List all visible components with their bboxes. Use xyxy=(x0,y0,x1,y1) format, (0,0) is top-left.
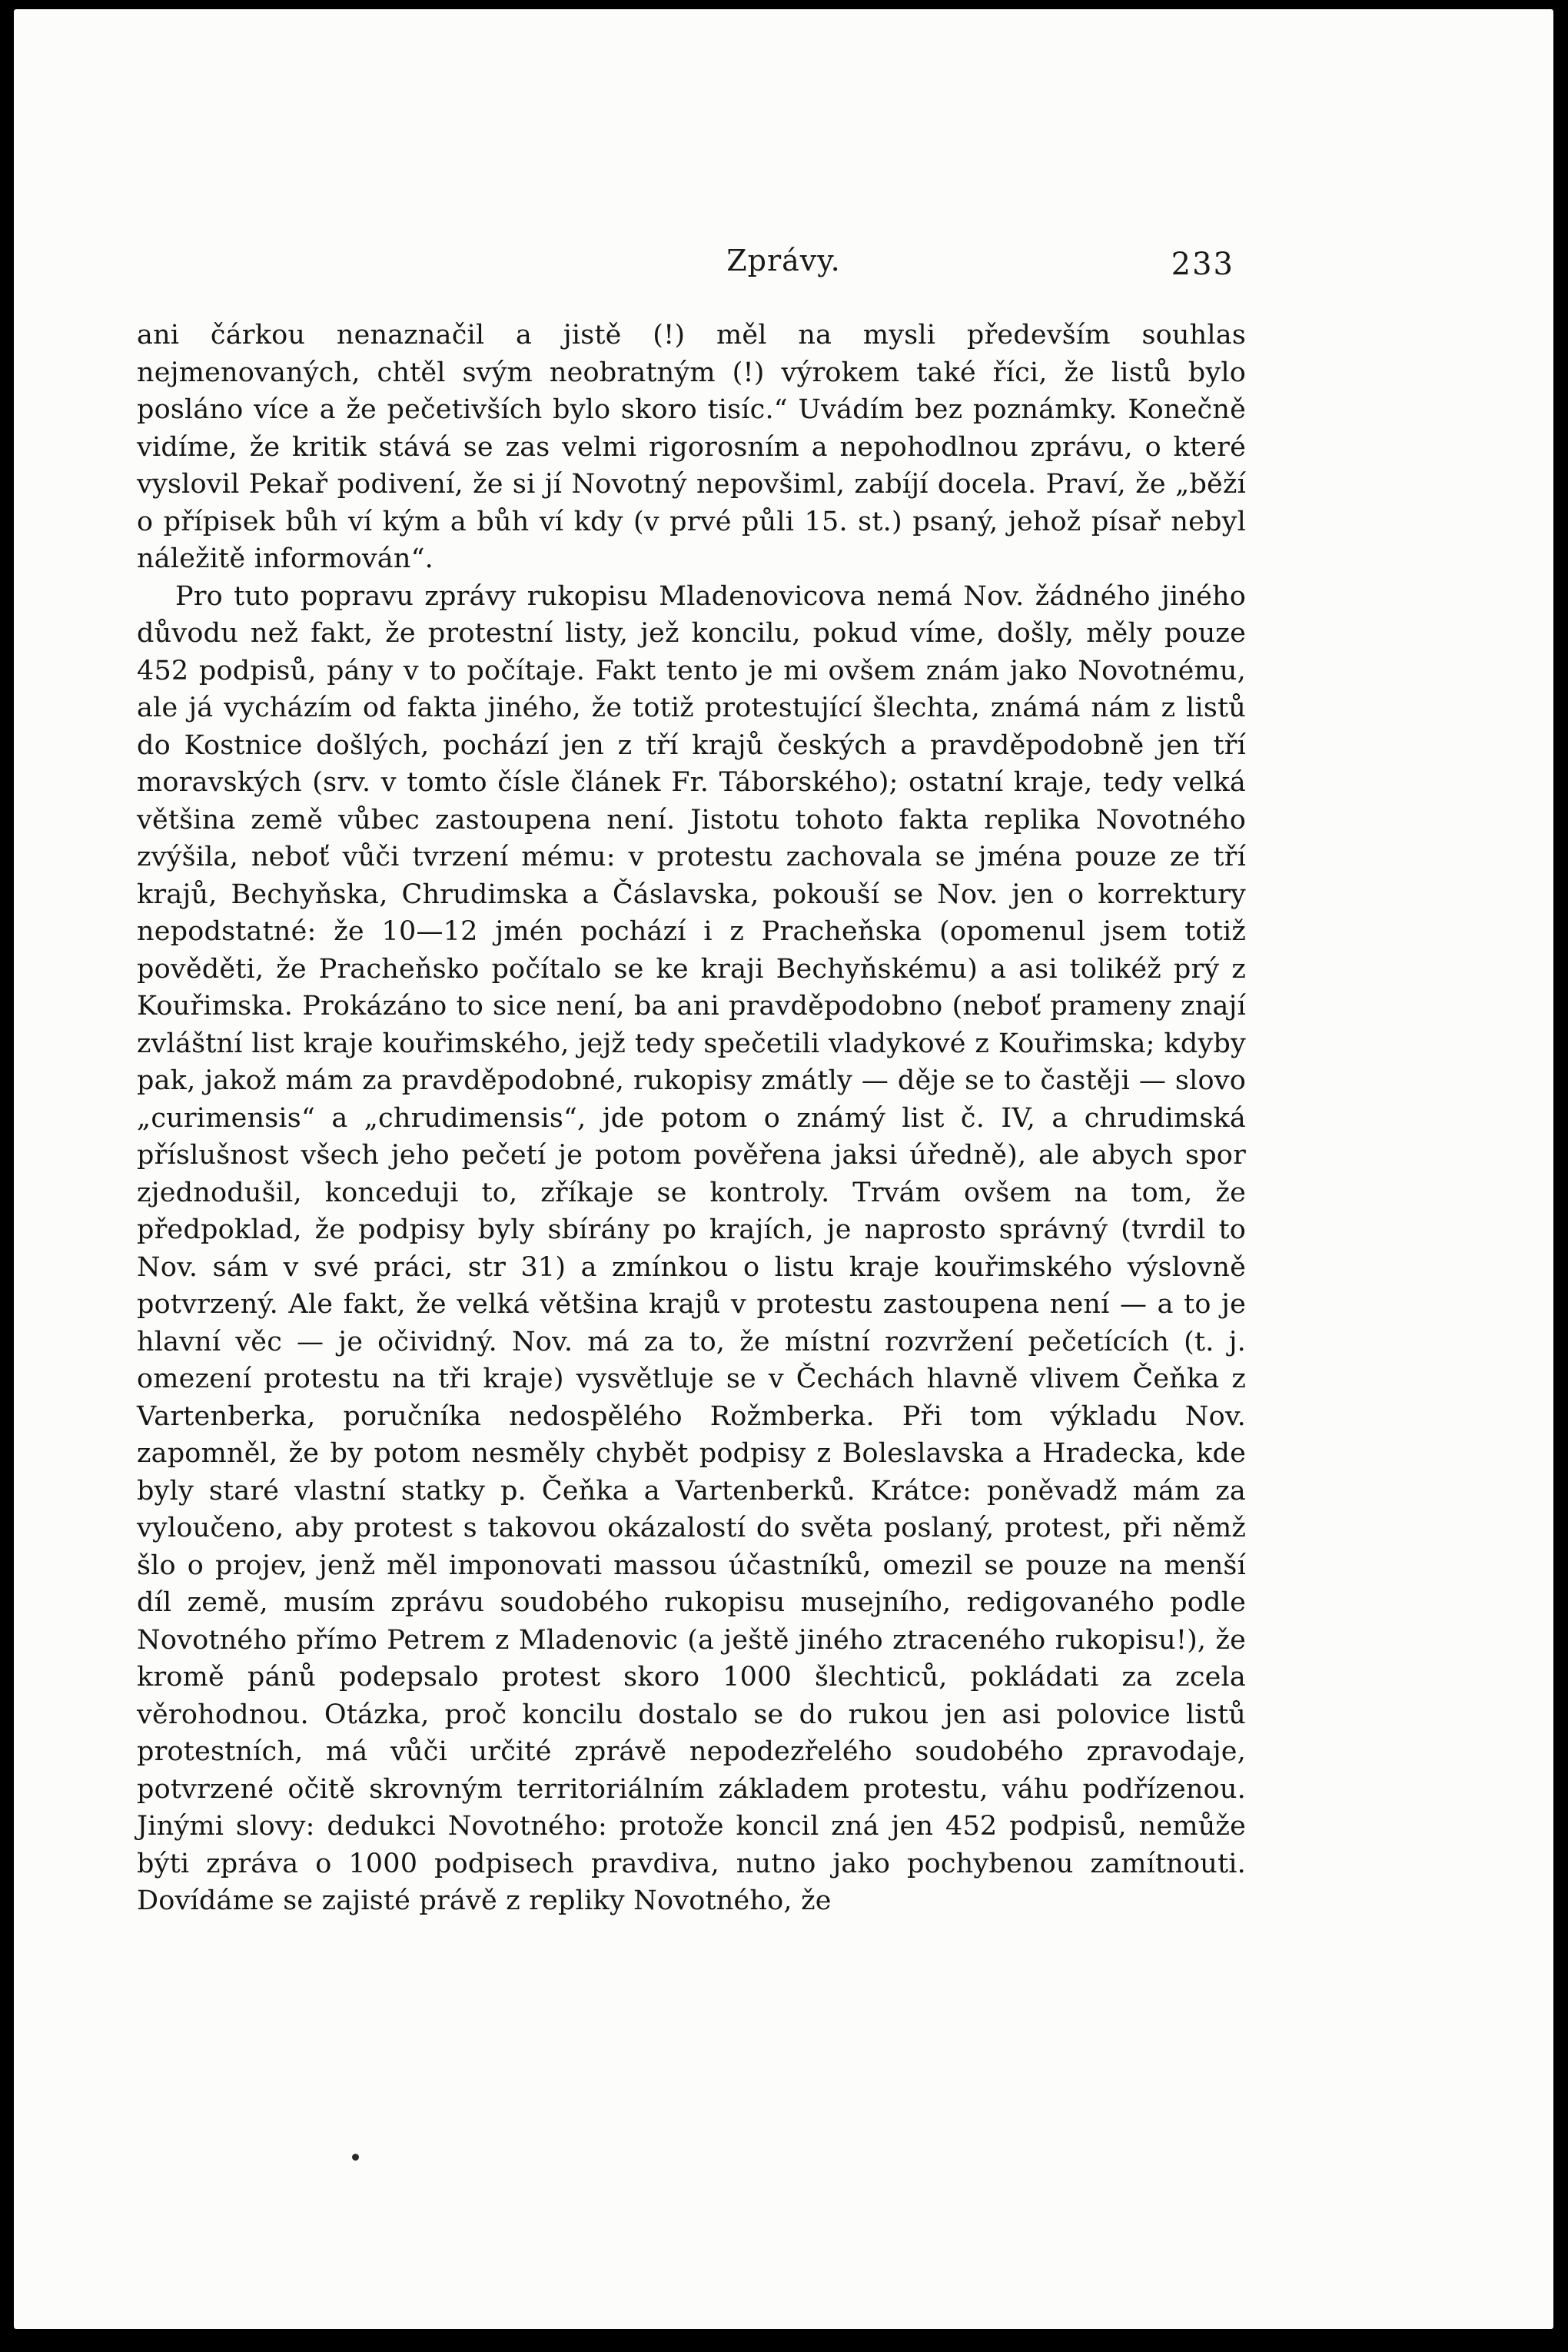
running-header xyxy=(14,244,1553,290)
ink-speck xyxy=(352,2154,359,2161)
document-page xyxy=(14,9,1553,2329)
paragraph-2: Pro tuto popravu zprávy rukopisu Mladenovicova nemá Nov. žádného jiného důvodu než fakt, že protestní listy, jež koncilu, pokud víme, došly, měly pouze 452 podpisů, pány v to počítaje. Fakt tento je mi ovšem znám jako Novotnému, ale já vycházím od fakta jiného, že totiž protestující šlechta, známá nám z listů do Kostnice došlých, pochází jen z tří krajů českých a pravděpodobně jen tří moravských (srv. v tomto čísle článek Fr. Táborského); ostatní kraje, tedy velká většina země vůbec zastoupena není. Jistotu tohoto fakta replika Novotného zvýšila, neboť vůči tvrzení mému: v protestu zachovala se jména pouze ze tří krajů, Bechyňska, Chrudimska a Čáslavska, pokouší se Nov. jen o korrektury nepodstatné: že 10—12 jmén pochází i z Pracheňska (opomenul jsem totiž pověděti, že Pracheňsko počítalo se ke kraji Bechyňskému) a asi tolikéž prý z Kouřimska. Prokázáno to sice není, ba ani pravděpodobno (neboť prameny znají zvláštní list kraje kouřimského, jejž tedy spečetili vladykové z Kouřimska; kdyby pak, jakož mám za pravděpodobné, rukopisy zmátly — děje se to častěji — slovo „curimensis“ a „chrudimensis“, jde potom o známý list č. IV, a chrudimská příslušnost všech jeho pečetí je potom pověřena jaksi úředně), ale abych spor zjednodušil, konceduji to, zříkaje se kontroly. Trvám ovšem na tom, že předpoklad, že podpisy byly sbírány po krajích, je naprosto správný (tvrdil to Nov. sám v své práci, str 31) a zmínkou o listu kraje kouřimského výslovně potvrzený. Ale fakt, že velká většina krajů v protestu zastoupena není — a to je hlavní věc — je očividný. Nov. má za to, že místní rozvržení pečetících (t. j. omezení protestu na tři kraje) vysvětluje se v Čechách hlavně vlivem Čeňka z Vartenberka, poručníka nedospělého Rožmberka. Při tom výkladu Nov. zapomněl, že by potom nesměly chybět podpisy z Boleslavska a Hradecka, kde byly staré vlastní statky p. Čeňka a Vartenberků. Krátce: poněvadž mám za vyloučeno, aby protest s takovou okázalostí do světa poslaný, protest, při němž šlo o projev, jenž měl imponovati massou účastníků, omezil se pouze na menší díl země, musím zprávu soudobého rukopisu musejního, redigovaného podle Novotného přímo Petrem z Mladenovic (a ještě jiného ztraceného rukopisu!), že kromě pánů podepsalo protest skoro 1000 šlechticů, pokládati za zcela věrohodnou. Otázka, proč koncilu dostalo se do rukou jen asi polovice listů protestních, má vůči určité zprávě nepodezřelého soudobého zpravodaje, potvrzené očitě skrovným territoriálním základem protestu, váhu podřízenou. Jinými slovy: dedukci Novotného: protože koncil zná jen 452 podpisů, nemůže býti zpráva o 1000 podpisech pravdiva, nutno jako pochybenou zamítnouti. Dovídáme se zajisté právě z repliky Novotného, že xyxy=(137,580,1246,1916)
body-text xyxy=(137,317,1246,1920)
header-title: Zprávy. xyxy=(726,244,841,277)
page-number: 233 xyxy=(1171,247,1234,282)
paragraph-1: ani čárkou nenaznačil a jistě (!) měl na mysli především souhlas nejmenovaných, chtěl svým neobratným (!) výrokem také říci, že listů bylo posláno více a že pečetivších bylo skoro tisíc.“ Uvádím bez poznámky. Konečně vidíme, že kritik stává se zas velmi rigorosním a nepohodlnou zprávu, o které vyslovil Pekař podivení, že si jí Novotný nepovšiml, zabíjí docela. Praví, že „běží o přípisek bůh ví kým a bůh ví kdy (v prvé půli 15. st.) psaný, jehož písař nebyl náležitě informován“. xyxy=(137,320,1246,574)
